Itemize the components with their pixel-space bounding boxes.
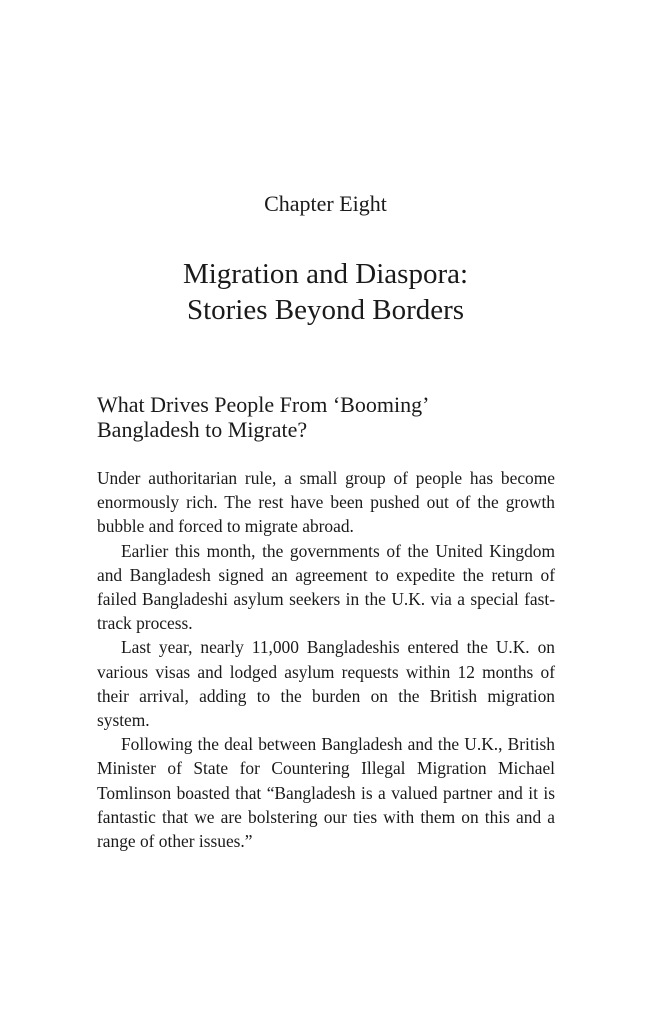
- section-heading-line-2: Bangladesh to Migrate?: [97, 417, 308, 442]
- paragraph-4: Following the deal between Bangladesh and the U.K., British Minister of State for Countering Illegal Migration Michael Tomlinson boasted that “Bangladesh is a valued partner and it is fantastic that we are bolstering our ties with them on this and a range of other issues.”: [97, 734, 555, 852]
- chapter-title-line-1: Migration and Diaspora:: [182, 258, 469, 290]
- section-heading: [97, 392, 557, 442]
- paragraph-2: Earlier this month, the governments of the United Kingdom and Bangladesh signed an agreement to expedite the return of failed Bangladeshi asylum seekers in the U.K. via a special fast-track process.: [97, 540, 555, 634]
- chapter-title-line-2: Stories Beyond Borders: [186, 294, 465, 326]
- body-text: [97, 466, 555, 853]
- chapter-title: [0, 256, 651, 328]
- chapter-label: Chapter Eight: [264, 191, 387, 216]
- section-heading-line-1: What Drives People From ‘Booming’: [97, 392, 430, 417]
- paragraph-3: Last year, nearly 11,000 Bangladeshis entered the U.K. on various visas and lodged asylum requests within 12 months of their arrival, adding to the burden on the British migration system.: [97, 637, 555, 731]
- paragraph-1: Under authoritarian rule, a small group of people has become enormously rich. The rest have been pushed out of the growth bubble and forced to migrate abroad.: [97, 468, 555, 537]
